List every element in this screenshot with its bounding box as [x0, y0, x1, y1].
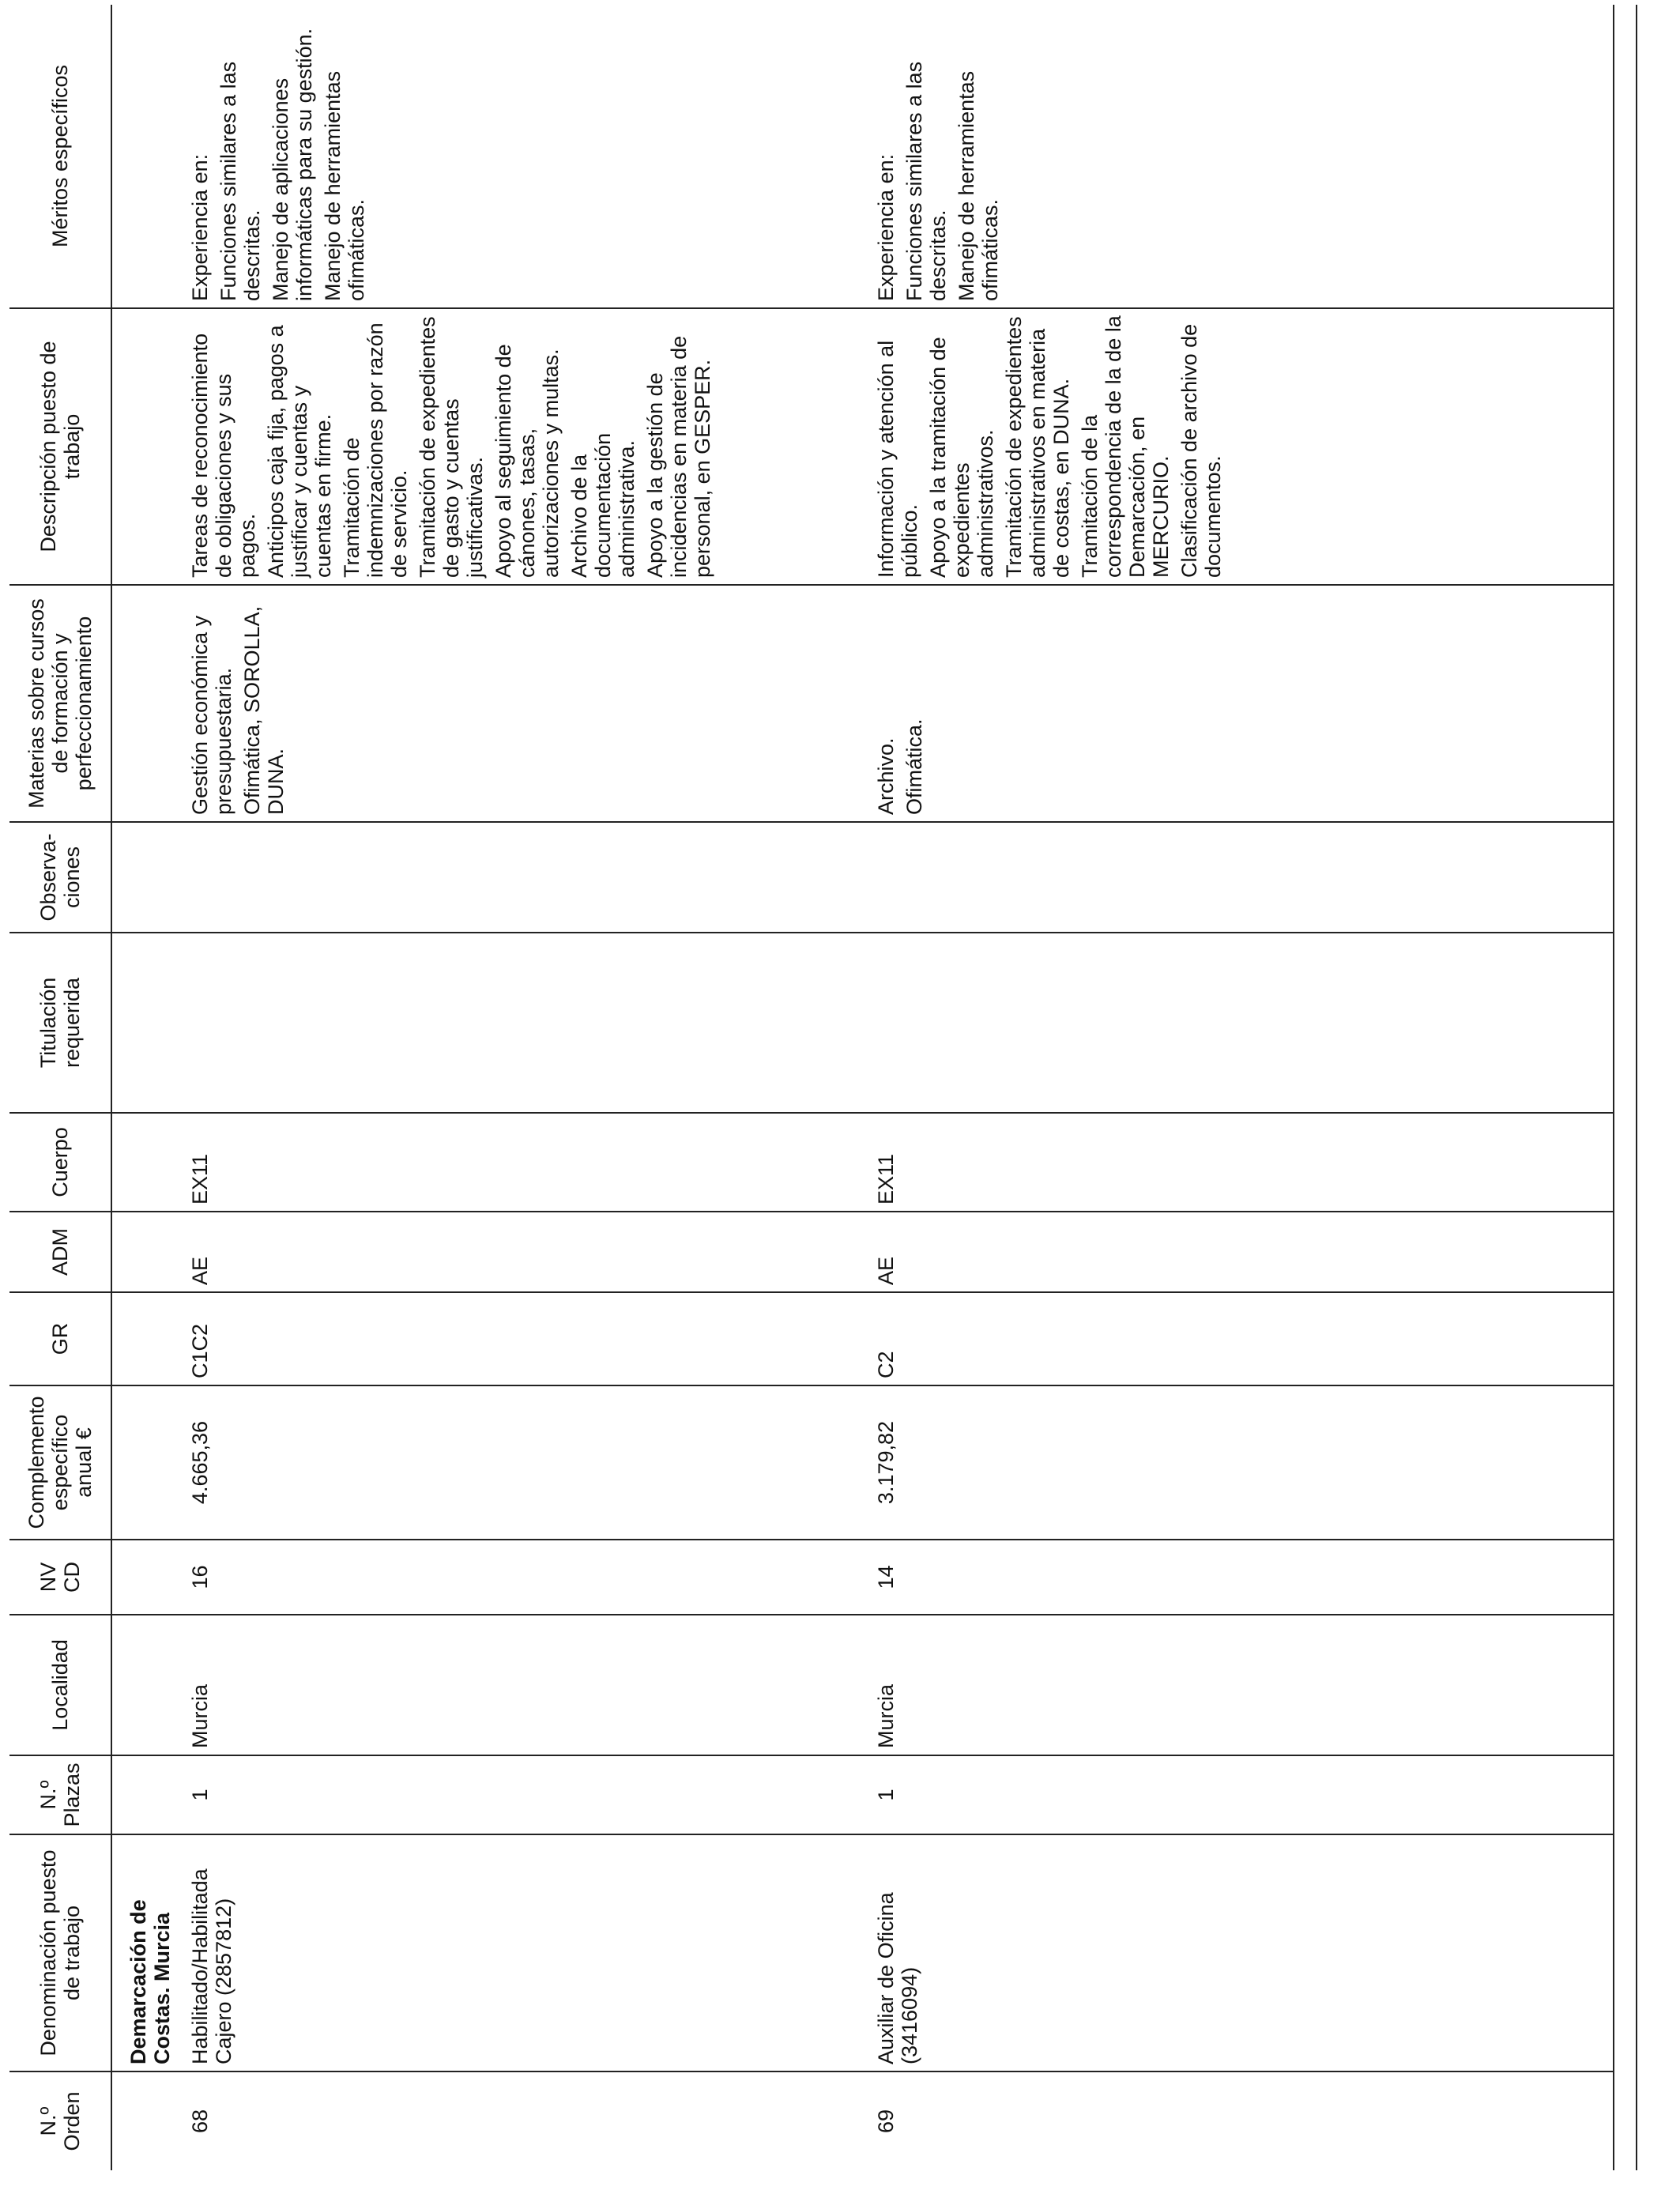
- cell-titulacion: [182, 933, 868, 1113]
- cell-denominacion: Habilitado/Habilitada Cajero (2857812): [182, 1834, 868, 2071]
- cell-meritos: [868, 5, 1614, 308]
- meritos-line: Manejo de aplicaciones informáticas para su gestión.: [269, 28, 316, 301]
- meritos-line: Manejo de herramientas ofimáticas.: [321, 70, 368, 301]
- header-grupo: GR: [9, 1292, 111, 1385]
- meritos-line: Funciones similares a las descritas.: [902, 61, 950, 301]
- cell-adm: AE: [868, 1212, 1614, 1292]
- cell-materias: [868, 585, 1614, 822]
- cell-titulacion: [868, 933, 1614, 1113]
- meritos-line: Manejo de herramientas ofimáticas.: [955, 70, 1002, 301]
- descripcion-line: Apoyo a la gestión de incidencias en materia de personal, en GESPER.: [643, 335, 714, 578]
- header-meritos: Méritos específicos: [9, 5, 111, 308]
- cell-orden: 68: [188, 2109, 212, 2134]
- cell-meritos: [182, 5, 868, 308]
- table-row: [868, 5, 1614, 2170]
- section-label: Demarcación de Costas. Murcia: [111, 1834, 182, 2071]
- cell-orden: 69: [868, 2071, 1614, 2170]
- table-row: [182, 5, 868, 2170]
- cell-localidad: Murcia: [868, 1615, 1614, 1755]
- header-materias: Materias sobre cursos de formación y perfeccionamiento: [9, 585, 111, 822]
- cell-grupo: C1C2: [182, 1292, 868, 1385]
- cell-nivel: 14: [868, 1540, 1614, 1615]
- materias-line: Ofimática, SOROLLA, DUNA.: [240, 605, 288, 815]
- descripcion-line: Tramitación de expedientes administrativos en materia de costas, en DUNA.: [1002, 316, 1073, 578]
- cell-cuerpo: EX11: [868, 1113, 1614, 1212]
- header-observaciones: Observa-ciones: [9, 822, 111, 933]
- cell-plazas: 1: [868, 1755, 1614, 1834]
- header-cuerpo: Cuerpo: [9, 1113, 111, 1212]
- header-plazas: N.º Plazas: [9, 1755, 111, 1834]
- descripcion-line: Clasificación de archivo de documentos.: [1177, 323, 1225, 578]
- materias-line: Ofimática.: [902, 718, 926, 815]
- descripcion-line: Tramitación de expedientes de gasto y cuentas justificativas.: [416, 316, 487, 578]
- materias-line: Archivo.: [874, 737, 898, 815]
- header-localidad: Localidad: [9, 1615, 111, 1755]
- materias-line: Gestión económica y presupuestaria.: [188, 615, 235, 815]
- job-positions-table: [9, 5, 1614, 2170]
- header-titulacion: Titulación requerida: [9, 933, 111, 1113]
- header-nivel: NV CD: [9, 1540, 111, 1615]
- cell-plazas: 1: [182, 1755, 868, 1834]
- header-denominacion: Denominación puesto de trabajo: [9, 1834, 111, 2071]
- header-row: [9, 5, 111, 2170]
- descripcion-line: Tareas de reconocimiento de obligaciones y sus pagos.: [188, 333, 259, 578]
- cell-complemento: 3.179,82: [868, 1385, 1614, 1540]
- descripcion-line: Apoyo a la tramitación de expedientes administrativos.: [926, 337, 997, 578]
- cell-observaciones: [182, 822, 868, 933]
- cell-adm: AE: [182, 1212, 868, 1292]
- descripcion-line: Tramitación de indemnizaciones por razón de servicio.: [340, 322, 411, 578]
- cell-descripcion: [182, 308, 868, 585]
- cell-nivel: 16: [182, 1540, 868, 1615]
- meritos-line: Experiencia en:: [188, 153, 212, 301]
- cell-cuerpo: EX11: [182, 1113, 868, 1212]
- descripcion-line: Apoyo al seguimiento de cánones, tasas, autorizaciones y multas.: [492, 344, 563, 578]
- cell-materias: [182, 585, 868, 822]
- descripcion-line: Información y atención al público.: [874, 340, 921, 578]
- cell-denominacion: Auxiliar de Oficina (3416094): [868, 1834, 1614, 2071]
- cell-observaciones: [868, 822, 1614, 933]
- descripcion-line: Tramitación de la correspondencia de la de la Demarcación, en MERCURIO.: [1078, 315, 1173, 578]
- cell-grupo: C2: [868, 1292, 1614, 1385]
- header-orden: N.º Orden: [9, 2071, 111, 2170]
- page-edge-rule: [1636, 5, 1637, 2170]
- header-complemento: Complemento específico anual €: [9, 1385, 111, 1540]
- meritos-line: Funciones similares a las descritas.: [217, 61, 264, 301]
- section-row: [111, 5, 182, 2170]
- cell-complemento: 4.665,36: [182, 1385, 868, 1540]
- header-adm: ADM: [9, 1212, 111, 1292]
- cell-descripcion: [868, 308, 1614, 585]
- descripcion-line: Archivo de la documentación administrativa.: [567, 432, 638, 578]
- descripcion-line: Anticipos caja fija, pagos a justificar y cuentas y cuentas en firme.: [264, 325, 335, 578]
- meritos-line: Experiencia en:: [874, 153, 898, 301]
- header-descripcion: Descripción puesto de trabajo: [9, 308, 111, 585]
- cell-localidad: Murcia: [182, 1615, 868, 1755]
